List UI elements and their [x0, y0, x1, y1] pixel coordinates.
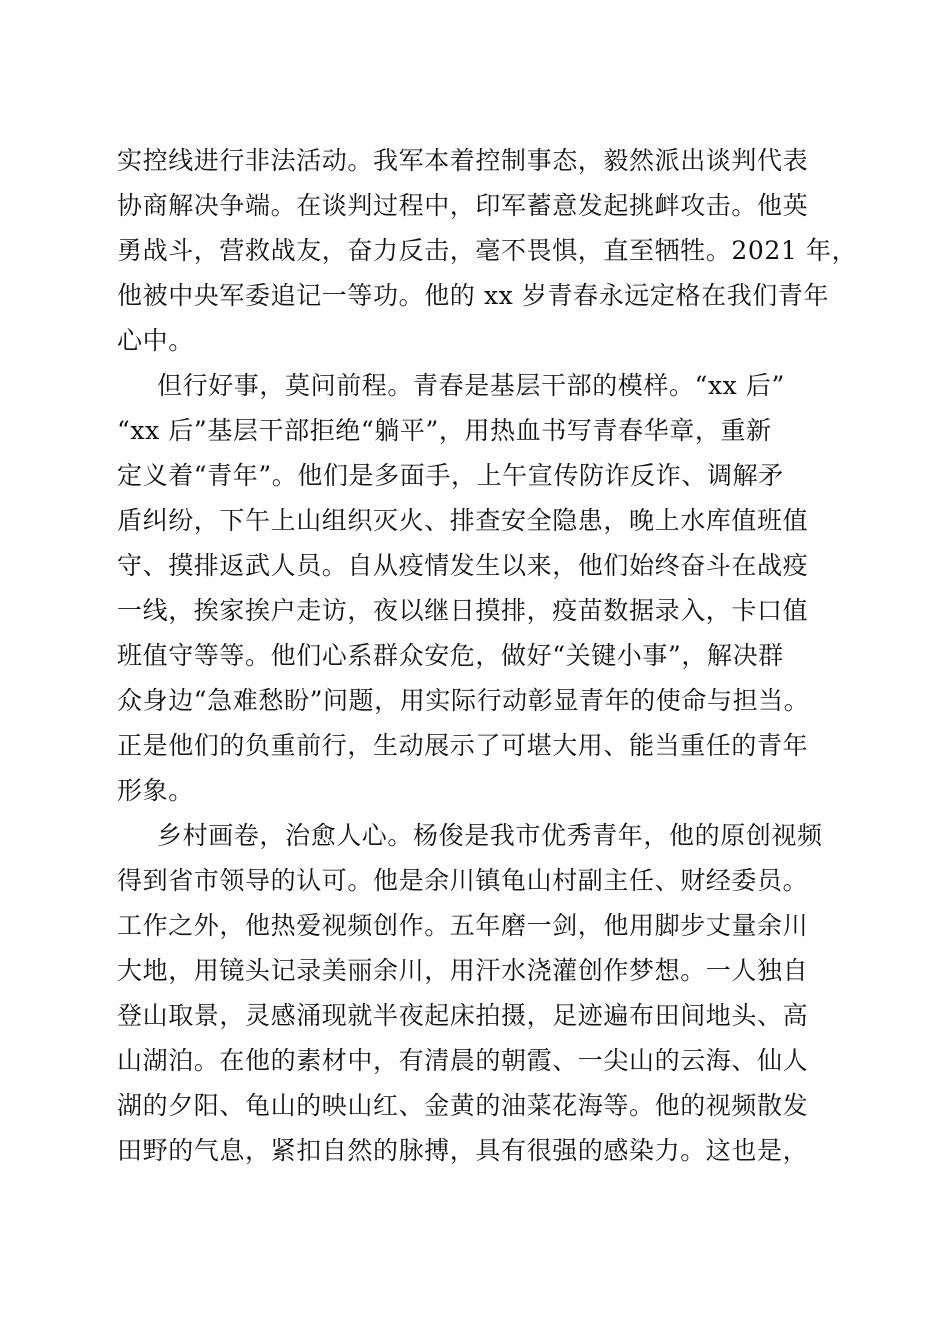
- text-line: 山湖泊。在他的素材中，有清晨的朝霞、一尖山的云海、仙人: [117, 1046, 809, 1075]
- text-line: 他被中央军委追记一等功。他的 xx 岁青春永远定格在我们青年: [117, 281, 830, 310]
- text-line: 田野的气息，紧扣自然的脉搏，具有很强的感染力。这也是，: [117, 1136, 809, 1165]
- document-body: [117, 138, 858, 1173]
- text-line: 心中。: [117, 326, 194, 355]
- text-line: 定义着“青年”。他们是多面手，上午宣传防诈反诈、调解矛: [117, 461, 784, 490]
- text-line: 湖的夕阳、龟山的映山红、金黄的油菜花海等。他的视频散发: [117, 1091, 809, 1120]
- paragraph-first-line: 但行好事，莫问前程。青春是基层干部的模样。“xx 后”: [157, 371, 785, 400]
- text-line: 盾纠纷，下午上山组织灭火、排查安全隐患，晚上水库值班值: [117, 506, 809, 535]
- text-line: 工作之外，他热爱视频创作。五年磨一剑，他用脚步丈量余川: [117, 911, 809, 940]
- text-line: 大地，用镜头记录美丽余川，用汗水浇灌创作梦想。一人独自: [117, 956, 809, 985]
- text-line: 实控线进行非法活动。我军本着控制事态，毅然派出谈判代表: [117, 146, 809, 175]
- text-line: 得到省市领导的认可。他是余川镇龟山村副主任、财经委员。: [117, 866, 809, 895]
- text-line: 众身边“急难愁盼”问题，用实际行动彰显青年的使命与担当。: [117, 686, 810, 715]
- text-line: 勇战斗，营救战友，奋力反击，毫不畏惧，直至牺牲。2021 年，: [117, 236, 858, 265]
- text-line: 形象。: [117, 776, 194, 805]
- text-line: 班值守等等。他们心系群众安危，做好“关键小事”，解决群: [117, 641, 784, 670]
- text-line: 正是他们的负重前行，生动展示了可堪大用、能当重任的青年: [117, 731, 809, 760]
- paragraph-first-line: 乡村画卷，治愈人心。杨俊是我市优秀青年，他的原创视频: [157, 821, 823, 850]
- text-line: 登山取景，灵感涌现就半夜起床拍摄，足迹遍布田间地头、高: [117, 1001, 809, 1030]
- text-line: 协商解决争端。在谈判过程中，印军蓄意发起挑衅攻击。他英: [117, 191, 809, 220]
- text-line: 守、摸排返武人员。自从疫情发生以来，他们始终奋斗在战疫: [117, 551, 809, 580]
- text-line: 一线，挨家挨户走访，夜以继日摸排，疫苗数据录入，卡口值: [117, 596, 809, 625]
- text-line: “xx 后”基层干部拒绝“躺平”，用热血书写青春华章，重新: [117, 416, 772, 445]
